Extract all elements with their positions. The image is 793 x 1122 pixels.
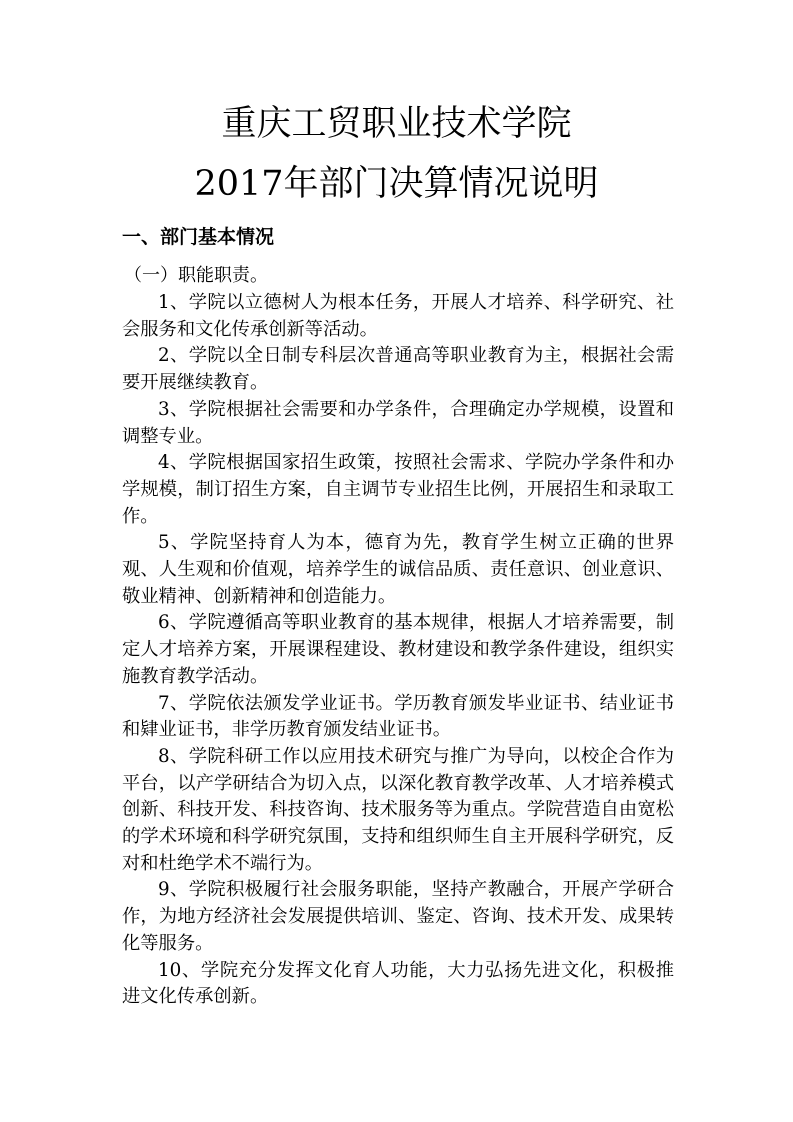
paragraph: 3、学院根据社会需要和办学条件，合理确定办学规模，设置和调整专业。 (122, 398, 674, 447)
paragraph: 6、学院遵循高等职业教育的基本规律，根据人才培养需要，制定人才培养方案，开展课程建设、教材建设和教学条件建设，组织实施教育教学活动。 (122, 612, 674, 687)
paragraph: 5、学院坚持育人为本，德育为先，教育学生树立正确的世界观、人生观和价值观，培养学生的诚信品质、责任意识、创业意识、敬业精神、创新精神和创造能力。 (122, 532, 674, 607)
paragraph: 10、学院充分发挥文化育人功能，大力弘扬先进文化，积极推进文化传承创新。 (122, 959, 674, 1008)
paragraph: 9、学院积极履行社会服务职能，坚持产教融合，开展产学研合作，为地方经济社会发展提供培训、鉴定、咨询、技术开发、成果转化等服务。 (122, 879, 674, 954)
paragraph: 4、学院根据国家招生政策，按照社会需求、学院办学条件和办学规模，制订招生方案，自主调节专业招生比例，开展招生和录取工作。 (122, 452, 674, 527)
paragraph: 8、学院科研工作以应用技术研究与推广为导向，以校企合作为平台，以产学研结合为切入点，以深化教育教学改革、人才培养模式创新、科技开发、科技咨询、技术服务等为重点。学院营造自由宽松的学术环境和科学研究氛围，支持和组织师生自主开展科学研究，反对和杜绝学术不端行为。 (122, 745, 674, 874)
paragraph: 2、学院以全日制专科层次普通高等职业教育为主，根据社会需要开展继续教育。 (122, 345, 674, 394)
paragraph: 7、学院依法颁发学业证书。学历教育颁发毕业证书、结业证书和肄业证书，非学历教育颁发结业证书。 (122, 692, 674, 741)
paragraph: 1、学院以立德树人为根本任务，开展人才培养、科学研究、社会服务和文化传承创新等活动。 (122, 292, 674, 340)
document-body (122, 290, 674, 1011)
section-heading: 一、部门基本情况 (122, 226, 275, 248)
document-subtitle: 2017年部门决算情况说明 (194, 164, 599, 204)
subsection-heading: （一）职能职责。 (124, 265, 268, 286)
document-title: 重庆工贸职业技术学院 (221, 104, 572, 144)
